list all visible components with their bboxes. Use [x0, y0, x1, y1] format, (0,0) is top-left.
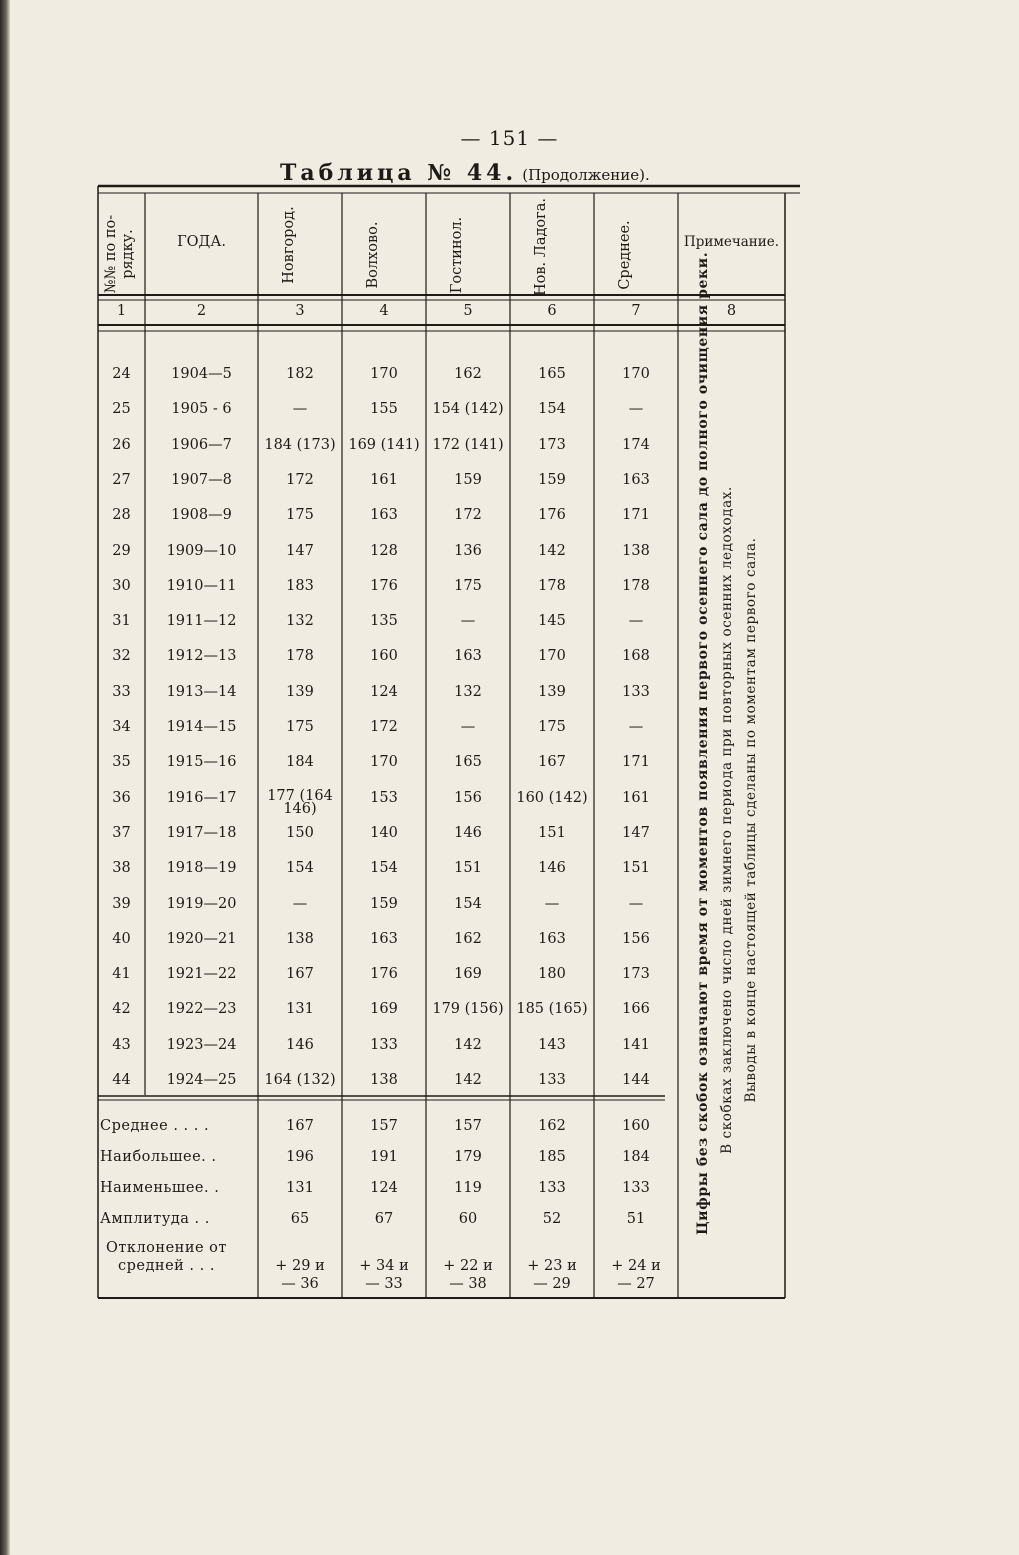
- col-number-7: 7: [631, 303, 641, 319]
- row-number: 33: [112, 684, 131, 700]
- deviation-value: — 29: [533, 1276, 571, 1292]
- summary-label-amplitude: Амплитуда . .: [100, 1211, 210, 1227]
- row-value: 132: [286, 613, 314, 629]
- row-value: 133: [538, 1072, 566, 1088]
- row-value: 175: [538, 719, 566, 735]
- row-value: 182: [286, 366, 314, 382]
- row-value: 172: [286, 472, 314, 488]
- deviation-value: + 23 и: [527, 1258, 577, 1274]
- subtitle-text: (Продолжение).: [522, 166, 650, 184]
- row-year: 1913—14: [166, 684, 237, 700]
- row-value: 133: [370, 1037, 398, 1053]
- row-value: 176: [370, 578, 398, 594]
- row-number: 30: [112, 578, 131, 594]
- row-value: 169: [370, 1001, 398, 1017]
- row-value: 142: [454, 1072, 482, 1088]
- row-year: 1909—10: [166, 543, 237, 559]
- row-value: 165: [454, 754, 482, 770]
- summary-value: 52: [542, 1211, 562, 1227]
- header-novgorod: Новгород.: [281, 206, 297, 284]
- row-value: 141: [622, 1037, 650, 1053]
- row-value: 185 (165): [516, 1001, 588, 1017]
- row-value: 165: [538, 366, 566, 382]
- row-number: 27: [112, 472, 131, 488]
- row-value: 163: [454, 648, 482, 664]
- deviation-label-line1: Отклонение от: [106, 1240, 227, 1256]
- row-value: 168: [622, 648, 650, 664]
- row-year: 1905 - 6: [171, 401, 232, 417]
- row-value: —: [292, 401, 308, 417]
- row-value: 178: [286, 648, 314, 664]
- row-value: 184: [286, 754, 314, 770]
- row-value: 175: [286, 719, 314, 735]
- row-value: 145: [538, 613, 566, 629]
- row-value: 163: [622, 472, 650, 488]
- row-number: 44: [112, 1072, 131, 1088]
- row-value: 159: [538, 472, 566, 488]
- row-value: 178: [538, 578, 566, 594]
- row-value: 172: [370, 719, 398, 735]
- summary-value: 160: [622, 1118, 650, 1134]
- header-row-number: №№ по по-рядку.: [103, 214, 136, 294]
- title-text: Таблица № 44.: [280, 160, 518, 186]
- row-value: 167: [538, 754, 566, 770]
- row-number: 39: [112, 896, 131, 912]
- row-value: 146: [286, 1037, 314, 1053]
- row-value: 132: [454, 684, 482, 700]
- row-value: 166: [622, 1001, 650, 1017]
- row-value: 160 (142): [516, 790, 588, 806]
- row-value: 162: [454, 931, 482, 947]
- row-value: 128: [370, 543, 398, 559]
- summary-value: 179: [454, 1149, 482, 1165]
- row-value: —: [544, 896, 560, 912]
- row-year: 1917—18: [166, 825, 237, 841]
- deviation-value: — 36: [281, 1276, 319, 1292]
- row-value: 161: [622, 790, 650, 806]
- summary-value: 119: [454, 1180, 482, 1196]
- row-value: 142: [538, 543, 566, 559]
- col-number-2: 2: [196, 303, 207, 319]
- row-value: 167: [286, 966, 314, 982]
- row-value: 160: [370, 648, 398, 664]
- row-year: 1921—22: [166, 966, 237, 982]
- row-number: 31: [112, 613, 131, 629]
- row-value: 175: [454, 578, 482, 594]
- row-value: 178: [622, 578, 650, 594]
- header-remarks: Примечание.: [683, 234, 780, 250]
- col-number-4: 4: [379, 303, 389, 319]
- row-value: 176: [538, 507, 566, 523]
- row-value: 169: [454, 966, 482, 982]
- row-number: 38: [112, 860, 131, 876]
- summary-value: 60: [458, 1211, 478, 1227]
- summary-value: 51: [626, 1211, 646, 1227]
- row-value: 154 (142): [432, 401, 504, 417]
- deviation-value: + 34 и: [359, 1258, 409, 1274]
- row-value: 171: [622, 507, 650, 523]
- header-years: ГОДА.: [177, 234, 226, 250]
- row-value: 180: [538, 966, 566, 982]
- row-value: 163: [370, 507, 398, 523]
- row-value: 140: [370, 825, 398, 841]
- row-value: 154: [454, 896, 482, 912]
- row-value: 184 (173): [264, 437, 336, 453]
- row-year: 1907—8: [171, 472, 232, 488]
- row-value: 176: [370, 966, 398, 982]
- summary-value: 157: [370, 1118, 398, 1134]
- row-value: 170: [622, 366, 650, 382]
- row-value: 138: [286, 931, 314, 947]
- summary-value: 185: [538, 1149, 566, 1165]
- row-year: 1920—21: [166, 931, 237, 947]
- row-number: 40: [112, 931, 131, 947]
- summary-value: 191: [370, 1149, 398, 1165]
- summary-label-average: Среднее . . . .: [100, 1118, 210, 1134]
- summary-label-max: Наибольшее. .: [100, 1149, 217, 1165]
- summary-value: 184: [622, 1149, 650, 1165]
- row-value: 151: [454, 860, 482, 876]
- row-value: 156: [622, 931, 650, 947]
- row-value: 163: [538, 931, 566, 947]
- row-year: 1924—25: [166, 1072, 237, 1088]
- row-value: 154: [538, 401, 566, 417]
- row-value: —: [292, 896, 308, 912]
- row-number: 42: [112, 1001, 131, 1017]
- row-value: 136: [454, 543, 482, 559]
- col-number-5: 5: [463, 303, 473, 319]
- header-nov-ladoga: Нов. Ладога.: [533, 198, 549, 297]
- row-value: 135: [370, 613, 398, 629]
- row-year: 1923—24: [166, 1037, 237, 1053]
- row-value: —: [628, 613, 644, 629]
- row-number: 29: [112, 543, 131, 559]
- row-value: 124: [370, 684, 398, 700]
- row-value: 154: [286, 860, 314, 876]
- row-value: 162: [454, 366, 482, 382]
- row-value: 147: [622, 825, 650, 841]
- row-value: —: [460, 719, 476, 735]
- row-value: 155: [370, 401, 398, 417]
- row-year: 1910—11: [166, 578, 237, 594]
- row-value: 139: [538, 684, 566, 700]
- summary-value: 131: [286, 1180, 314, 1196]
- summary-label-min: Наименьшее. .: [100, 1180, 220, 1196]
- summary-value: 133: [622, 1180, 650, 1196]
- summary-value: 65: [290, 1211, 310, 1227]
- row-year: 1908—9: [171, 507, 232, 523]
- row-number: 35: [112, 754, 131, 770]
- row-value: 143: [538, 1037, 566, 1053]
- row-value: 133: [622, 684, 650, 700]
- row-number: 26: [112, 437, 131, 453]
- deviation-value: — 38: [449, 1276, 487, 1292]
- deviation-value: — 27: [617, 1276, 655, 1292]
- header-average: Среднее.: [617, 220, 633, 290]
- summary-value: 162: [538, 1118, 566, 1134]
- row-value: 171: [622, 754, 650, 770]
- note-line-3: Выводы в конце настоящей таблицы сделаны по моментам первого сала.: [743, 537, 759, 1103]
- row-value: 170: [370, 754, 398, 770]
- row-year: 1922—23: [166, 1001, 237, 1017]
- header-gostinopol: Гостинол.: [449, 216, 465, 294]
- col-number-6: 6: [547, 303, 557, 319]
- deviation-value: + 24 и: [611, 1258, 661, 1274]
- row-number: 34: [112, 719, 131, 735]
- row-year: 1916—17: [166, 790, 237, 806]
- row-number: 24: [112, 366, 131, 382]
- row-value: 170: [370, 366, 398, 382]
- row-year: 1912—13: [166, 648, 237, 664]
- summary-value: 196: [286, 1149, 314, 1165]
- row-year: 1906—7: [171, 437, 232, 453]
- row-number: 25: [112, 401, 131, 417]
- row-year: 1911—12: [166, 613, 237, 629]
- row-number: 28: [112, 507, 131, 523]
- deviation-value: — 33: [365, 1276, 403, 1292]
- row-value: 164 (132): [264, 1072, 336, 1088]
- row-value: 142: [454, 1037, 482, 1053]
- note-line-1: Цифры без скобок означают время от моментов появления первого осеннего сала до полного очищения реки.: [695, 251, 711, 1235]
- row-value: 161: [370, 472, 398, 488]
- row-year: 1919—20: [166, 896, 237, 912]
- row-value: 173: [538, 437, 566, 453]
- col-number-3: 3: [295, 303, 305, 319]
- row-value: 175: [286, 507, 314, 523]
- row-value: 173: [622, 966, 650, 982]
- row-value: 146: [538, 860, 566, 876]
- row-value: 177 (164 146): [267, 788, 333, 817]
- summary-value: 133: [538, 1180, 566, 1196]
- note-line-2: В скобках заключено число дней зимнего периода при повторных осенних ледоходах.: [719, 486, 735, 1154]
- summary-value: 67: [374, 1211, 394, 1227]
- row-value: 156: [454, 790, 482, 806]
- row-value: 159: [454, 472, 482, 488]
- row-value: 150: [286, 825, 314, 841]
- row-value: 179 (156): [432, 1001, 504, 1017]
- summary-value: 124: [370, 1180, 398, 1196]
- summary-value: 167: [286, 1118, 314, 1134]
- row-year: 1914—15: [166, 719, 237, 735]
- row-value: 169 (141): [348, 437, 420, 453]
- row-year: 1915—16: [166, 754, 237, 770]
- summary-value: 157: [454, 1118, 482, 1134]
- deviation-label-line2: средней . . .: [118, 1258, 215, 1274]
- row-value: 159: [370, 896, 398, 912]
- row-value: 154: [370, 860, 398, 876]
- row-value: 174: [622, 437, 650, 453]
- row-value: 170: [538, 648, 566, 664]
- row-value: 153: [370, 790, 398, 806]
- row-value: 151: [538, 825, 566, 841]
- row-value: 131: [286, 1001, 314, 1017]
- deviation-value: + 29 и: [275, 1258, 325, 1274]
- row-value: —: [460, 613, 476, 629]
- page-number: — 151 —: [460, 126, 559, 150]
- header-volkhovo: Волхово.: [365, 221, 381, 289]
- row-value: 172: [454, 507, 482, 523]
- row-value: 138: [622, 543, 650, 559]
- row-year: 1918—19: [166, 860, 237, 876]
- row-number: 43: [112, 1037, 131, 1053]
- row-year: 1904—5: [171, 366, 232, 382]
- row-value: 146: [454, 825, 482, 841]
- row-value: 147: [286, 543, 314, 559]
- row-value: 183: [286, 578, 314, 594]
- row-value: 138: [370, 1072, 398, 1088]
- row-number: 36: [112, 790, 131, 806]
- row-number: 41: [112, 966, 131, 982]
- row-number: 32: [112, 648, 131, 664]
- row-value: 144: [622, 1072, 650, 1088]
- row-number: 37: [112, 825, 131, 841]
- row-value: —: [628, 896, 644, 912]
- row-value: —: [628, 719, 644, 735]
- row-value: 163: [370, 931, 398, 947]
- deviation-value: + 22 и: [443, 1258, 493, 1274]
- col-number-8: 8: [726, 303, 737, 319]
- row-value: —: [628, 401, 644, 417]
- row-value: 151: [622, 860, 650, 876]
- col-number-1: 1: [116, 303, 127, 319]
- row-value: 139: [286, 684, 314, 700]
- row-value: 172 (141): [432, 437, 504, 453]
